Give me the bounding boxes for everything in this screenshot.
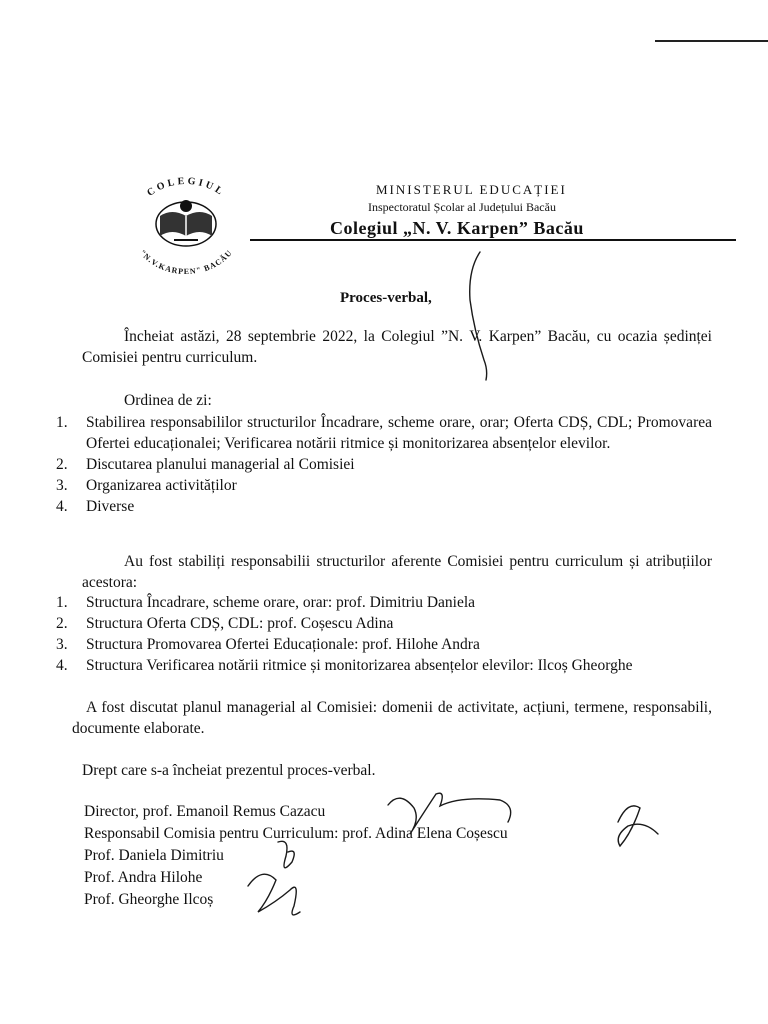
list-item: 2. Discutarea planului managerial al Comisiei	[56, 456, 355, 473]
signature-hilohe-ilcos	[248, 874, 300, 915]
signatory-coordinator: Responsabil Comisia pentru Curriculum: prof. Adina Elena Coșescu	[84, 825, 508, 842]
document-title: Proces-verbal,	[340, 290, 432, 306]
signature-dimitriu	[278, 841, 294, 867]
signatory-dimitriu: Prof. Daniela Dimitriu	[84, 847, 224, 864]
college-seal-logo	[116, 166, 256, 276]
agenda-list	[56, 412, 712, 517]
list-item: 3. Organizarea activităților	[56, 477, 237, 494]
header-divider	[250, 239, 736, 241]
list-item: 2. Structura Oferta CDȘ, CDL: prof. Coșescu Adina	[56, 615, 394, 632]
agenda-heading: Ordinea de zi:	[124, 392, 212, 409]
signature-cosescu	[618, 806, 658, 846]
plan-paragraph: A fost discutat planul managerial al Comisiei: domenii de activitate, acțiuni, termene, responsabili, documente elaborate.	[72, 699, 712, 737]
list-item: 1. Structura Încadrare, scheme orare, orar: prof. Dimitriu Daniela	[56, 594, 476, 611]
responsibles-list	[56, 592, 712, 676]
ministry-name: MINISTERUL EDUCAȚIEI	[376, 182, 567, 197]
signatory-ilcos: Prof. Gheorghe Ilcoș	[84, 891, 214, 908]
college-name: Colegiul „N. V. Karpen” Bacău	[330, 218, 584, 238]
closing-statement: Drept care s-a încheiat prezentul proces-verbal.	[82, 762, 376, 779]
svg-text:COLEGIUL: COLEGIUL	[145, 175, 227, 199]
signatory-director: Director, prof. Emanoil Remus Cazacu	[84, 803, 326, 820]
list-item: 4. Diverse	[56, 498, 135, 515]
inspectorate-name: Inspectoratul Școlar al Județului Bacău	[368, 200, 556, 214]
intro-paragraph: Încheiat astăzi, 28 septembrie 2022, la Colegiul ”N. V. Karpen” Bacău, cu ocazia ședinței Comisiei pentru curriculum.	[82, 328, 712, 366]
scan-edge-line	[655, 40, 768, 42]
list-item: 4. Structura Verificarea notării ritmice și monitorizarea absențelor elevilor: Ilcoș Gheorghe	[56, 657, 633, 674]
list-item: 3. Structura Promovarea Ofertei Educaționale: prof. Hilohe Andra	[56, 636, 480, 653]
svg-text:"N.V.KARPEN" BACĂU: "N.V.KARPEN" BACĂU	[137, 248, 235, 276]
signatory-hilohe: Prof. Andra Hilohe	[84, 869, 203, 886]
responsibles-intro: Au fost stabiliți responsabilii structurilor aferente Comisiei pentru curriculum și atribuțiilor acestora:	[82, 553, 712, 591]
list-item: 1. Stabilirea responsabililor structurilor Încadrare, scheme orare, orar; Oferta CDȘ, CDL; Promovarea Ofertei educaționalei; Verificarea notării ritmice și monitorizarea absențelor elevilor.	[56, 414, 712, 452]
